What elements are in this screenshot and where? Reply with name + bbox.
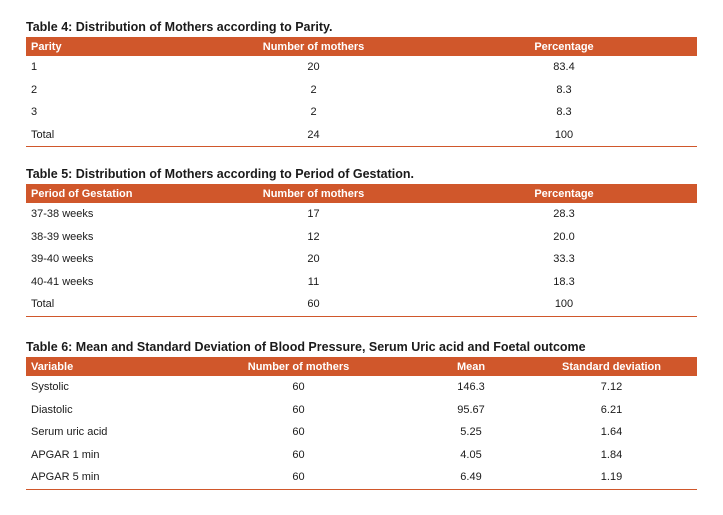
table-4-header-row (26, 37, 697, 56)
table-cell: Diastolic (31, 403, 73, 416)
table-cell: 60 (292, 381, 305, 394)
table-5-header-number: Number of mothers (262, 187, 365, 200)
table-cell: 146.3 (457, 381, 485, 394)
table-row (26, 203, 697, 226)
table-4-caption: Table 4: Distribution of Mothers according to Parity. (26, 20, 333, 34)
table-row (26, 271, 697, 294)
table-cell: 24 (196, 124, 426, 147)
table-cell: 7.12 (600, 381, 623, 394)
table-cell: 12 (307, 230, 320, 243)
table-row-total (26, 293, 697, 316)
table-cell: 1.64 (600, 426, 623, 439)
table-cell: 28.3 (553, 208, 575, 221)
table-cell: 6.49 (416, 466, 521, 489)
table-cell: 60 (292, 426, 305, 439)
table-cell: 2 (310, 106, 317, 119)
table-cell: APGAR 1 min (31, 448, 100, 461)
table-cell: 60 (176, 466, 416, 489)
table-cell: Serum uric acid (31, 426, 108, 439)
table-cell: 95.67 (457, 403, 485, 416)
table-cell: Total (26, 293, 196, 316)
table-cell: 20.0 (553, 230, 575, 243)
table-row (26, 376, 697, 399)
table-cell: 11 (307, 275, 320, 288)
table-4-header-percentage: Percentage (534, 40, 594, 53)
table-cell: 17 (307, 208, 320, 221)
table-6-header-variable: Variable (31, 360, 74, 373)
table-cell: 83.4 (553, 61, 575, 74)
table-6-caption: Table 6: Mean and Standard Deviation of Blood Pressure, Serum Uric acid and Foetal outcome (26, 340, 586, 354)
table-cell: 4.05 (460, 448, 482, 461)
table-cell: 38-39 weeks (31, 230, 94, 243)
table-cell: APGAR 5 min (26, 466, 176, 489)
table-4-block (26, 17, 697, 147)
table-cell: 37-38 weeks (31, 208, 94, 221)
table-cell: 39-40 weeks (31, 253, 94, 266)
table-cell: 8.3 (556, 106, 572, 119)
table-cell: 20 (307, 61, 320, 74)
table-4-header-number: Number of mothers (262, 40, 365, 53)
table-row (26, 79, 697, 102)
table-cell: 1 (31, 61, 38, 74)
table-5-block (26, 164, 697, 317)
table-row (26, 421, 697, 444)
table-row (26, 226, 697, 249)
table-cell: 1.19 (521, 466, 697, 489)
table-cell: 60 (292, 448, 305, 461)
table-row (26, 444, 697, 467)
table-cell: 18.3 (553, 275, 575, 288)
table-6-block (26, 337, 697, 490)
table-cell: Total (26, 124, 196, 147)
table-row (26, 56, 697, 79)
table-cell: 60 (196, 293, 426, 316)
table-cell: 3 (31, 106, 38, 119)
table-4-header-parity: Parity (31, 40, 62, 53)
table-cell: 2 (310, 83, 317, 96)
table-cell: 100 (426, 293, 697, 316)
table-5-header-row (26, 184, 697, 203)
table-6-header-sd: Standard deviation (561, 360, 662, 373)
table-cell: 60 (292, 403, 305, 416)
table-6 (26, 357, 697, 490)
table-row-total (26, 124, 697, 147)
table-5 (26, 184, 697, 317)
table-row (26, 466, 697, 489)
table-row (26, 399, 697, 422)
table-cell: 100 (426, 124, 697, 147)
table-cell: 33.3 (553, 253, 575, 266)
table-5-header-period: Period of Gestation (31, 187, 133, 200)
table-4 (26, 37, 697, 147)
table-5-header-percentage: Percentage (534, 187, 594, 200)
table-cell: 2 (31, 83, 38, 96)
table-6-header-number: Number of mothers (247, 360, 350, 373)
table-cell: 6.21 (600, 403, 623, 416)
table-cell: 40-41 weeks (31, 275, 94, 288)
table-row (26, 101, 697, 124)
table-cell: 1.84 (600, 448, 623, 461)
table-cell: 5.25 (460, 426, 482, 439)
table-6-header-row (26, 357, 697, 376)
table-cell: Systolic (31, 381, 69, 394)
table-cell: 8.3 (556, 83, 572, 96)
table-6-header-mean: Mean (456, 360, 486, 373)
table-row (26, 248, 697, 271)
table-cell: 20 (307, 253, 320, 266)
table-5-caption: Table 5: Distribution of Mothers according to Period of Gestation. (26, 167, 414, 181)
